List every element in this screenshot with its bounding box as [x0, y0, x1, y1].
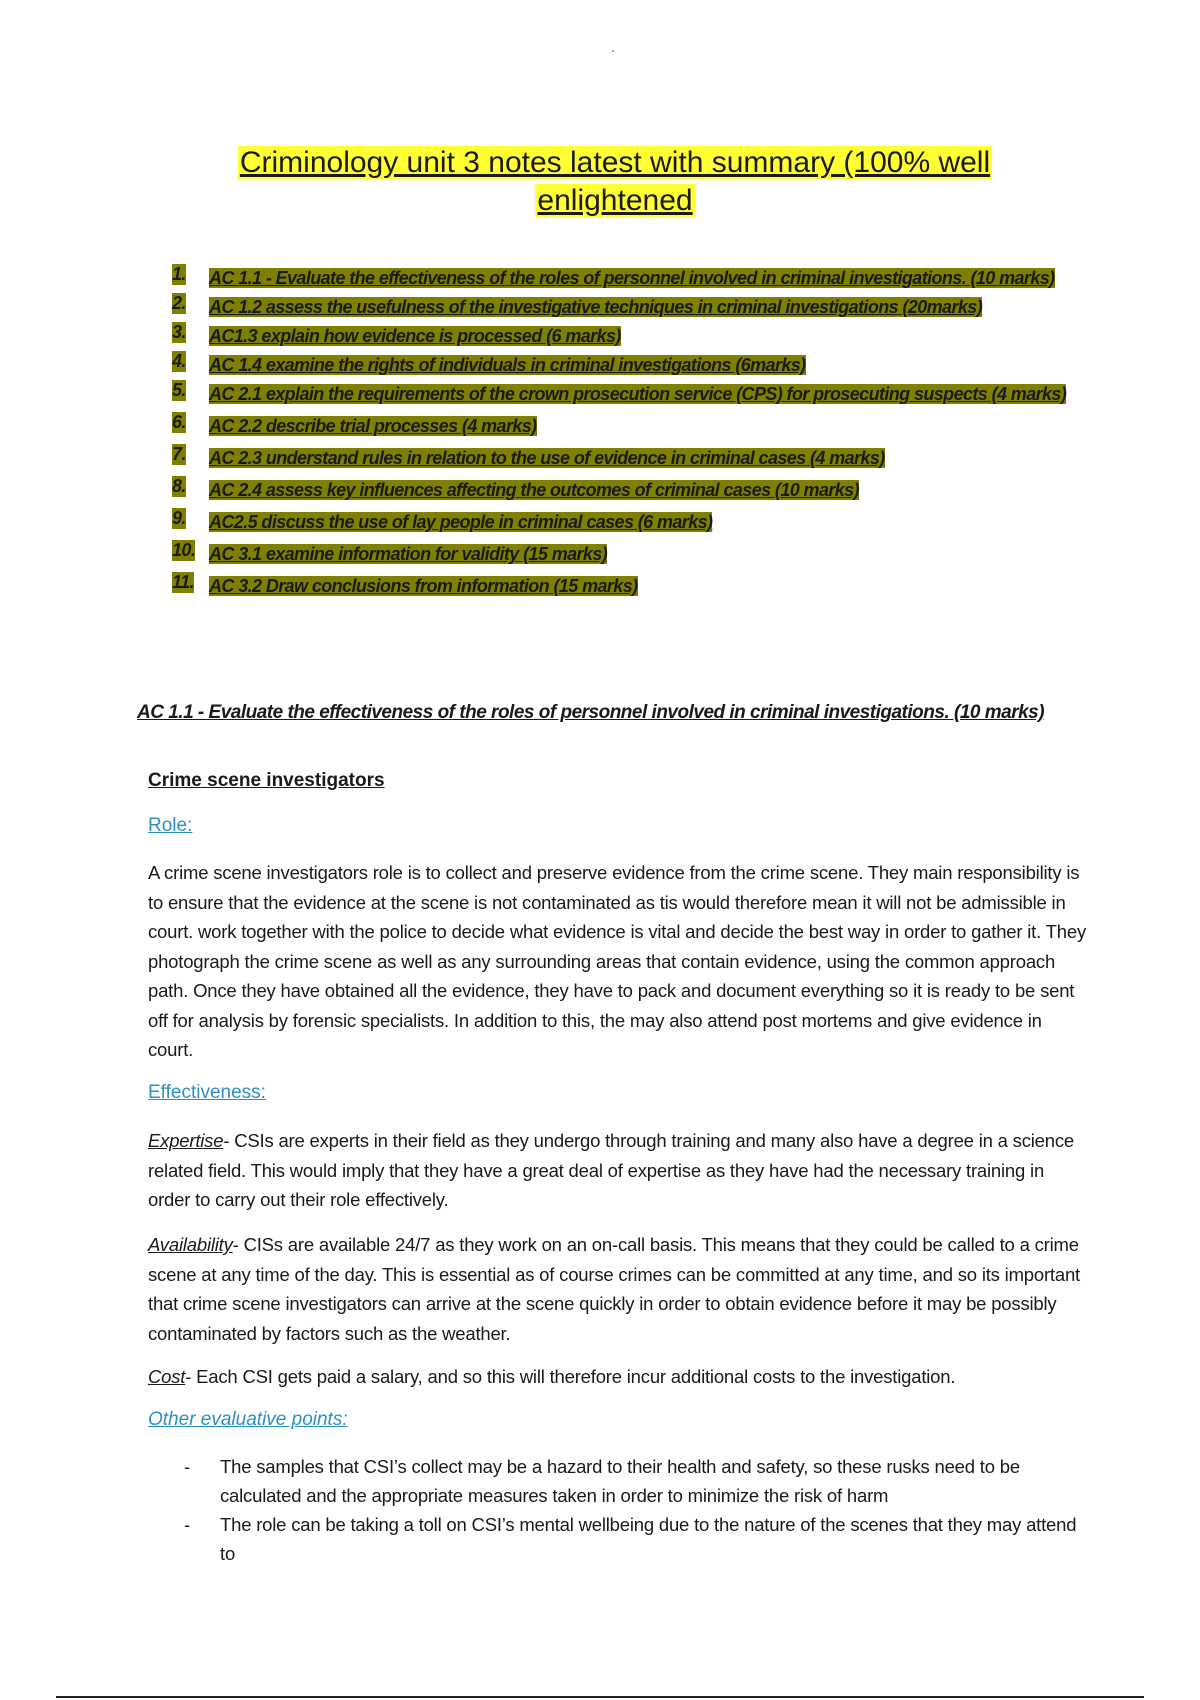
toc-text: AC 1.1 - Evaluate the effectiveness of the roles of personnel involved in criminal investigations. (10 marks)	[209, 268, 1055, 288]
toc-text: AC1.3 explain how evidence is processed (6 marks)	[209, 326, 621, 346]
list-item	[148, 1452, 1088, 1510]
title-line-1: Criminology unit 3 notes latest with summary (100% well	[239, 146, 991, 179]
role-paragraph: A crime scene investigators role is to collect and preserve evidence from the crime scene. They main responsibility is to ensure that the evidence at the scene is not contaminated as tis would therefore mean it will not be admissible in court. work together with the police to decide what evidence is vital and decide the best way in order to gather it. They photograph the crime scene as well as any surrounding areas that contain evidence, using the common approach path. Once they have obtained all the evidence, they have to pack and document everything so it is ready to be sent off for analysis by forensic specialists. In addition to this, the may also attend post mortems and give evidence in court.	[148, 862, 1086, 1060]
expertise-text: - CSIs are experts in their field as they undergo through training and many also have a degree in a science related field. This would imply that they have a great deal of expertise as they have had the necessary training in order to carry out their role effectively.	[148, 1130, 1074, 1210]
expertise-paragraph	[148, 1126, 1088, 1215]
toc-item	[172, 508, 1092, 537]
toc-number: 8.	[172, 476, 186, 496]
document-title	[150, 144, 1080, 220]
toc-number: 2.	[172, 293, 186, 313]
toc-text: AC 2.4 assess key influences affecting the outcomes of criminal cases (10 marks)	[209, 480, 859, 500]
toc-text: AC2.5 discuss the use of lay people in criminal cases (6 marks)	[209, 512, 713, 532]
toc-number: 6.	[172, 412, 186, 432]
toc-item	[172, 293, 1092, 322]
toc-text: AC 2.2 describe trial processes (4 marks)	[209, 416, 537, 436]
list-item-text: The samples that CSI’s collect may be a hazard to their health and safety, so these rusks need to be calculated and the appropriate measures taken in order to minimize the risk of harm	[220, 1456, 1020, 1506]
toc-item	[172, 351, 1092, 380]
toc-text: AC 3.1 examine information for validity (15 marks)	[209, 544, 608, 564]
bullet-marker: -	[184, 1456, 190, 1477]
table-of-contents	[172, 264, 1092, 601]
toc-item	[172, 264, 1092, 293]
scan-dot	[612, 50, 614, 52]
cost-text: - Each CSI gets paid a salary, and so this will therefore incur additional costs to the investigation.	[185, 1366, 956, 1387]
toc-item	[172, 322, 1092, 351]
cost-term: Cost	[148, 1366, 186, 1387]
toc-number: 4.	[172, 351, 186, 371]
cost-paragraph	[148, 1362, 1088, 1392]
toc-number: 1.	[172, 264, 186, 284]
evaluative-points-list	[148, 1452, 1088, 1568]
toc-item	[172, 380, 1092, 409]
toc-number: 5.	[172, 380, 186, 400]
list-item	[148, 1510, 1088, 1568]
toc-item	[172, 572, 1092, 601]
title-line-2: enlightened	[537, 184, 693, 217]
availability-text: - CISs are available 24/7 as they work on an on-call basis. This means that they could be called to a crime scene at any time of the day. This is essential as of course crimes can be committed at any time, and so its important that crime scene investigators can arrive at the scene quickly in order to obtain evidence before it may be possibly contaminated by factors such as the weather.	[148, 1234, 1080, 1344]
toc-number: 10.	[172, 540, 196, 560]
toc-item	[172, 540, 1092, 569]
toc-item	[172, 444, 1092, 473]
toc-item	[172, 412, 1092, 441]
toc-number: 11.	[172, 572, 194, 592]
toc-text: AC 1.4 examine the rights of individuals in criminal investigations (6marks)	[209, 355, 806, 375]
toc-number: 7.	[172, 444, 186, 464]
toc-text: AC 2.3 understand rules in relation to the use of evidence in criminal cases (4 marks)	[209, 448, 885, 468]
toc-text: AC 2.1 explain the requirements of the crown prosecution service (CPS) for prosecuting suspects (4 marks)	[209, 384, 1067, 404]
other-points-label: Other evaluative points:	[148, 1409, 348, 1430]
list-item-text: The role can be taking a toll on CSI’s mental wellbeing due to the nature of the scenes that they may attend to	[220, 1514, 1077, 1564]
toc-number: 9.	[172, 508, 186, 528]
toc-text: AC 3.2 Draw conclusions from information (15 marks)	[209, 576, 638, 596]
bullet-marker: -	[184, 1514, 190, 1535]
availability-paragraph	[148, 1230, 1088, 1348]
page-bottom-rule	[56, 1696, 1144, 1698]
effectiveness-label: Effectiveness:	[148, 1082, 266, 1103]
toc-text: AC 1.2 assess the usefulness of the investigative techniques in criminal investigations (20marks)	[209, 297, 983, 317]
availability-term: Availability	[148, 1234, 233, 1255]
expertise-term: Expertise	[148, 1130, 224, 1151]
toc-item	[172, 476, 1092, 505]
toc-number: 3.	[172, 322, 186, 342]
section-heading: AC 1.1 - Evaluate the effectiveness of the roles of personnel involved in criminal investigations. (10 marks)	[137, 702, 1045, 723]
subsection-heading: Crime scene investigators	[148, 770, 385, 791]
role-label: Role:	[148, 815, 193, 836]
